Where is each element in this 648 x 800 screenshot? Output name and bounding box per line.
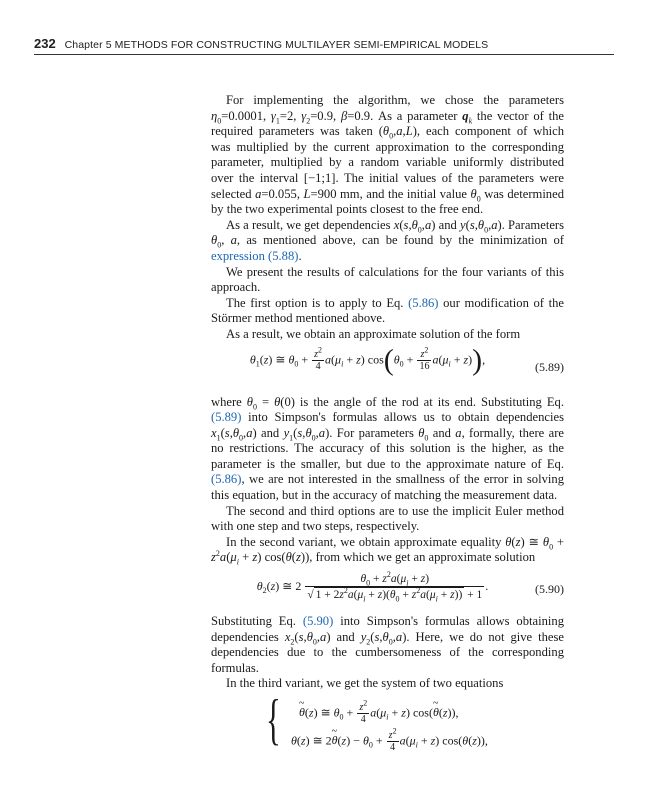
equation-number-5-90: (5.90)	[535, 582, 564, 597]
equation-5-90: $\theta_2(z)$ ≅ 2 $\frac{\theta_0 + z^2a(\mu_i + z)}{√ 1 + 2z^2a(\mu_i + z)(\theta_0 + z^2a(\mu_i + z)) + 1}$ . (5.90)	[256, 570, 564, 604]
main-text	[211, 93, 564, 754]
eq-5-90-link[interactable]: (5.90)	[302, 614, 334, 629]
paragraph-10: In the third variant, we get the system of two equations	[226, 676, 504, 691]
system-brace: {	[266, 689, 281, 751]
paragraph-9: Substituting Eq. (5.90) into Simpson's formulas allows obtaining dependencies $x_2(s,\theta_0,a)$ and $y_2(s,\theta_0,a)$. Here, we do not give these dependencies due to the cumbersomeness of the corresponding formulas.	[211, 614, 564, 675]
paragraph-5: As a result, we obtain an approximate solution of the form	[226, 326, 521, 341]
chapter-title: Chapter 5 METHODS FOR CONSTRUCTING MULTILAYER SEMI-EMPIRICAL MODELS	[64, 39, 489, 51]
paragraph-3: We present the results of calculations for the four variants of this approach.	[211, 264, 564, 295]
header-rule	[34, 54, 614, 55]
eq-5-89-link[interactable]: (5.89)	[211, 410, 242, 425]
page-number: 232	[34, 36, 56, 51]
eq-5-86-link[interactable]: (5.86)	[408, 295, 439, 310]
equation-number-5-89: (5.89)	[535, 359, 564, 374]
system-line-1: θ ~(z) ≅ $\theta_0$ + $\frac{z^2}{4}$ $a(\mu_i + z)$ cos(θ ~(z)),	[291, 702, 459, 725]
running-head	[34, 36, 614, 51]
paragraph-2: As a result, we get dependencies $x(s,\theta_0,a)$ and $y(s,\theta_0,a)$. Parameters $\theta_0$, a, as mentioned above, can be found by the minimization of expression (5.88).	[211, 217, 565, 263]
paragraph-4: The first option is to apply to Eq. (5.86) our modification of the Störmer method mentioned above.	[211, 295, 564, 326]
expression-5-88-link[interactable]: expression (5.88)	[211, 248, 299, 263]
paragraph-6: where $\theta_0 = \theta(0)$ is the angle of the rod at its end. Substituting Eq. (5.89) into Simpson's formulas allows us to obtain dependencies $x_1(s,\theta_0,a)$ and $y_1(s,\theta_0,a)$. For parameters $\theta_0$ and a, formally, there are no restrictions. The accuracy of this solution is the higher, as the parameter is the smaller, but due to the approximate nature of Eq. (5.86), we are not interested in the smallness of the error in solving this equation, but in the accuracy of matching the measurement data.	[211, 394, 564, 503]
equation-5-89: $\theta_1(z)$ ≅ $\theta_0$ + $\frac{z^2}{4}$ $a(\mu_i + z) \cos(\theta_0$ + $\frac{z^2}{16}$ $a(\mu_i + z)$), (5.89)	[249, 343, 564, 376]
paragraph-1: For implementing the algorithm, we chose the parameters $\eta_0=0.0001$, $\gamma_1=2$, $\gamma_2=0.9$, β=0.9. As a parameter $q_k$ the vector of the required parameters was taken $(\theta_0,a,L)$, each component of which was multiplied by the current approximation to the corresponding parameter, multiplied by a random variable uniformly distributed over the interval [−1;1]. The initial values of the parameters were selected a=0.055, L=900 mm, and the initial value $\theta_0$ was determined by the two experimental points closest to the free end.	[211, 93, 565, 217]
eq-5-86-link-2[interactable]: (5.86)	[211, 472, 242, 487]
paragraph-7: The second and third options are to use the implicit Euler method with one step and two steps, respectively.	[211, 503, 564, 534]
system-line-2: θ(z) ≅ 2θ ~(z) − $\theta_0$ + $\frac{z^2}{4}$ $a(\mu_i + z)$ cos(θ(z)),	[291, 730, 488, 753]
paragraph-8: In the second variant, we obtain approximate equality θ(z) ≅ $\theta_0 + z^2a(\mu_i + z)$ cos(θ(z)), from which we get an approximate solution	[211, 534, 564, 567]
equation-system	[211, 689, 564, 754]
